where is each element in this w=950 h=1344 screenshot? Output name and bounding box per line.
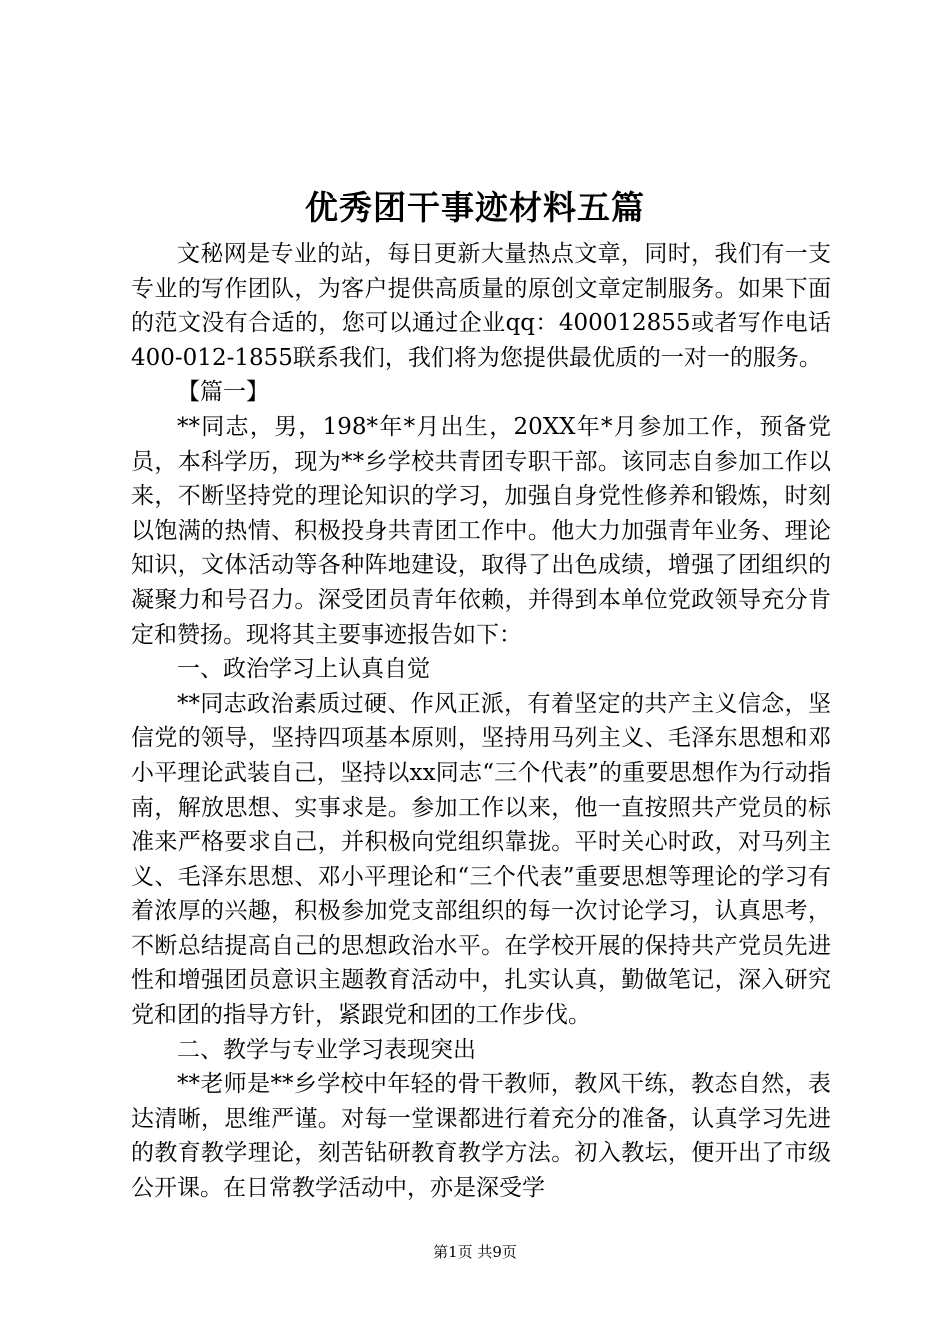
- political-study-paragraph: **同志政治素质过硬、作风正派，有着坚定的共产主义信念，坚信党的领导，坚持四项基本原则，坚持用马列主义、毛泽东思想和邓小平理论武装自己，坚持以xx同志“三个代表”的重要思想作为行动指南，解放思想、实事求是。参加工作以来，他一直按照共产党员的标准来严格要求自己，并积极向党组织靠拢。平时关心时政，对马列主义、毛泽东思想、邓小平理论和“三个代表”重要思想等理论的学习有着浓厚的兴趣，积极参加党支部组织的每一次讨论学习，认真思考，不断总结提高自己的思想政治水平。在学校开展的保持共产党员先进性和增强团员意识主题教育活动中，扎实认真，勤做笔记，深入研究党和团的指导方针，紧跟党和团的工作步伐。: [131, 690, 831, 1029]
- document-body: [131, 237, 831, 1206]
- section-heading-part-one: 【篇一】: [177, 379, 269, 406]
- document-title: 优秀团干事迹材料五篇: [305, 188, 645, 227]
- intro-paragraph: 文秘网是专业的站，每日更新大量热点文章，同时，我们有一支专业的写作团队，为客户提供高质量的原创文章定制服务。如果下面的范文没有合适的，您可以通过企业qq：400012855或者写作电话400-012-1855联系我们，我们将为您提供最优质的一对一的服务。: [131, 241, 831, 371]
- page-number-footer: 第1页 共9页: [433, 1243, 517, 1261]
- profile-paragraph: **同志，男，198*年*月出生，20XX年*月参加工作，预备党员，本科学历，现为**乡学校共青团专职干部。该同志自参加工作以来，不断坚持党的理论知识的学习，加强自身党性修养和锻炼，时刻以饱满的热情、积极投身共青团工作中。他大力加强青年业务、理论知识，文体活动等各种阵地建设，取得了出色成绩，增强了团组织的凝聚力和号召力。深受团员青年依赖，并得到本单位党政领导充分肯定和赞扬。现将其主要事迹报告如下：: [131, 413, 831, 648]
- subheading-teaching: 二、教学与专业学习表现突出: [177, 1036, 476, 1063]
- teaching-paragraph: **老师是**乡学校中年轻的骨干教师，教风干练，教态自然，表达清晰，思维严谨。对每一堂课都进行着充分的准备，认真学习先进的教育教学理论，刻苦钻研教育教学方法。初入教坛，便开出了市级公开课。在日常教学活动中，亦是深受学: [131, 1071, 831, 1202]
- subheading-political-study: 一、政治学习上认真自觉: [177, 656, 430, 683]
